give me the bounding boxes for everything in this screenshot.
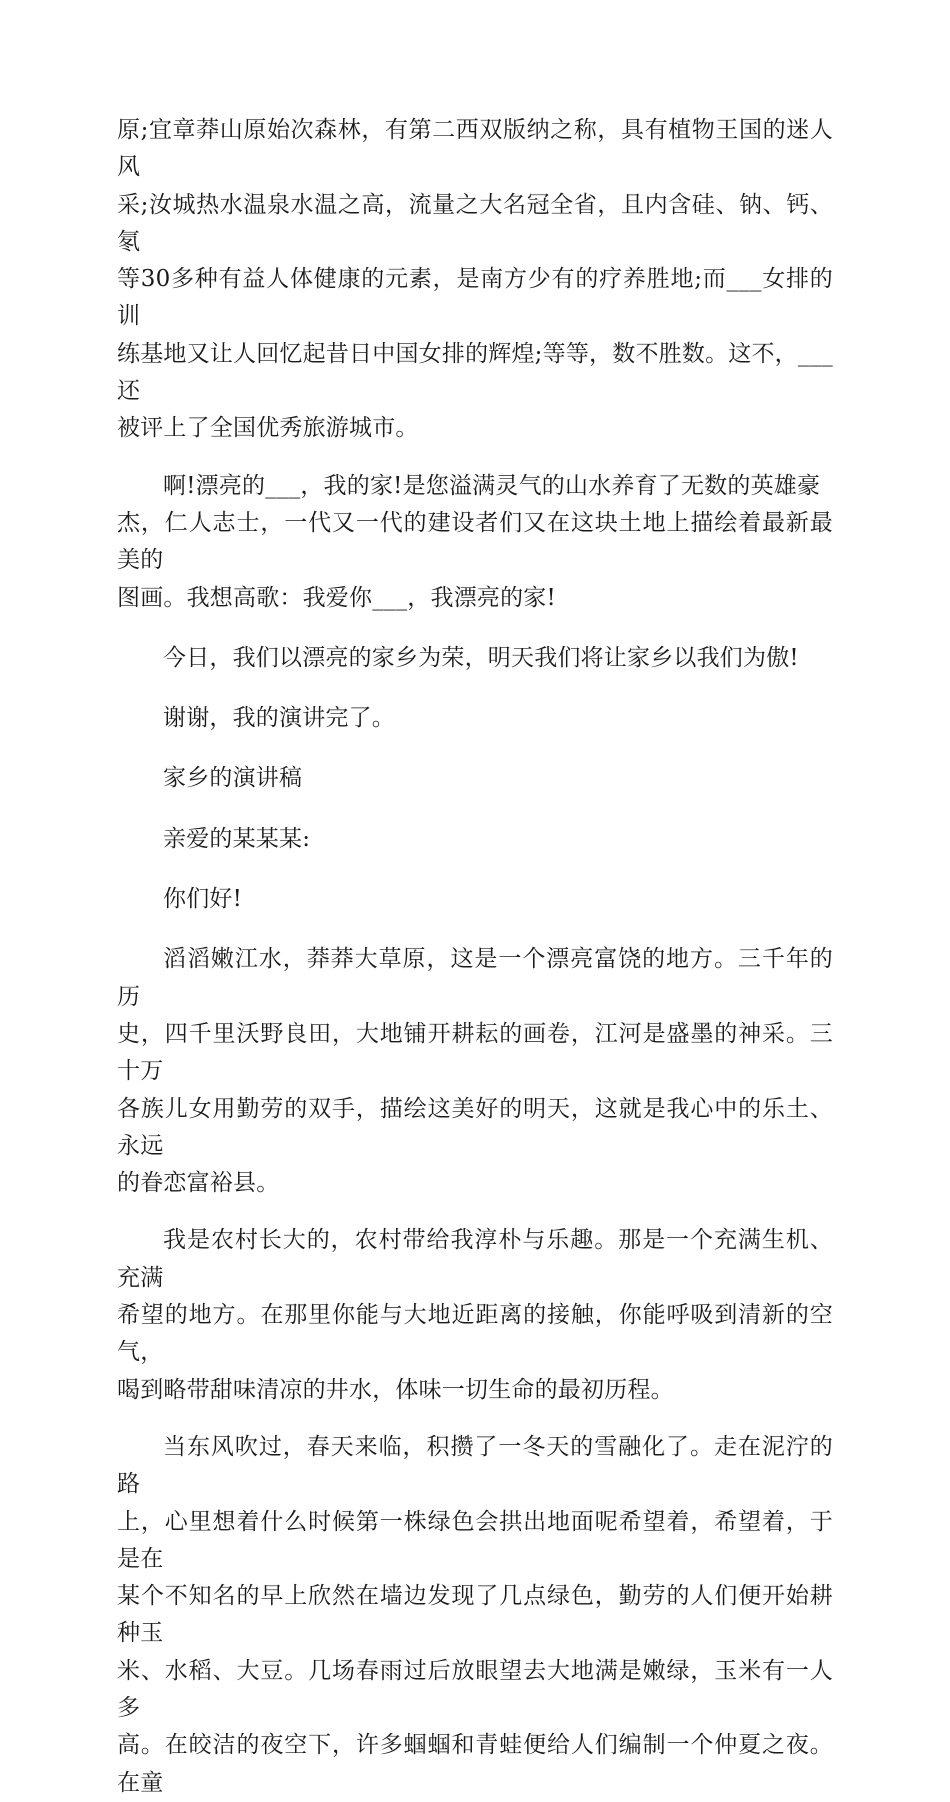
text-line: 喝到略带甜味清凉的井水，体味一切生命的最初历程。 [117,1376,674,1403]
paragraph [117,640,833,677]
paragraph [117,700,833,737]
text-line: 希望的地方。在那里你能与大地近距离的接触，你能呼吸到清新的空气， [117,1302,833,1366]
text-line: 上，心里想着什么时候第一株绿色会拱出地面呢希望着，希望着，于是在 [117,1508,833,1572]
text-line: 高。在皎洁的夜空下，许多蝈蝈和青蛙便给人们编制一个仲夏之夜。在童 [117,1732,833,1796]
paragraph [117,1429,833,1802]
paragraph [117,941,833,1202]
salutation [117,821,833,858]
text-line: 今日，我们以漂亮的家乡为荣，明天我们将让家乡以我们为傲! [163,644,799,671]
paragraph [117,1222,833,1408]
text-line: 你们好! [163,886,243,913]
text-line: 滔滔嫩江水，莽莽大草原，这是一个漂亮富饶的地方。三千年的历 [117,946,833,1010]
text-line: 啊!漂亮的___，我的家!是您溢满灵气的山水养育了无数的英雄豪 [163,472,821,499]
text-line: 原;宜章莽山原始次森林，有第二西双版纳之称，具有植物王国的迷人风 [117,117,833,181]
text-line: 史，四千里沃野良田，大地铺开耕耘的画卷，江河是盛墨的神采。三十万 [117,1020,833,1085]
document-body [117,112,833,1802]
text-line: 杰，仁人志士，一代又一代的建设者们又在这块土地上描绘着最新最美的 [117,509,833,574]
text-line: 我是农村长大的，农村带给我淳朴与乐趣。那是一个充满生机、充满 [117,1227,833,1291]
section-heading [117,760,833,797]
greeting [117,881,833,918]
text-line: 家乡的演讲稿 [163,765,303,792]
text-line: 被评上了全国优秀旅游城市。 [117,415,419,442]
text-line: 米、水稻、大豆。几场春雨过后放眼望去大地满是嫩绿，玉米有一人多 [117,1657,833,1721]
text-line: 练基地又让人回忆起昔日中国女排的辉煌;等等，数不胜数。这不，___还 [117,340,833,405]
text-line: 某个不知名的早上欣然在墙边发现了几点绿色，勤劳的人们便开始耕种玉 [117,1583,833,1647]
text-line: 各族儿女用勤劳的双手，描绘这美好的明天，这就是我心中的乐土、永远 [117,1095,833,1159]
text-line: 图画。我想高歌：我爱你___，我漂亮的家! [117,584,556,611]
text-line: 采;汝城热水温泉水温之高，流量之大名冠全省，且内含硅、钠、钙、氡 [117,191,833,255]
text-line: 当东风吹过，春天来临，积攒了一冬天的雪融化了。走在泥泞的路 [117,1433,833,1498]
paragraph-continuation [117,112,833,448]
text-line: 谢谢，我的演讲完了。 [163,705,395,732]
text-line: 等30多种有益人体健康的元素，是南方少有的疗养胜地;而___女排的训 [117,266,833,330]
text-line: 的眷恋富裕县。 [117,1170,280,1197]
text-line: 亲爱的某某某: [163,825,311,852]
paragraph [117,468,833,617]
